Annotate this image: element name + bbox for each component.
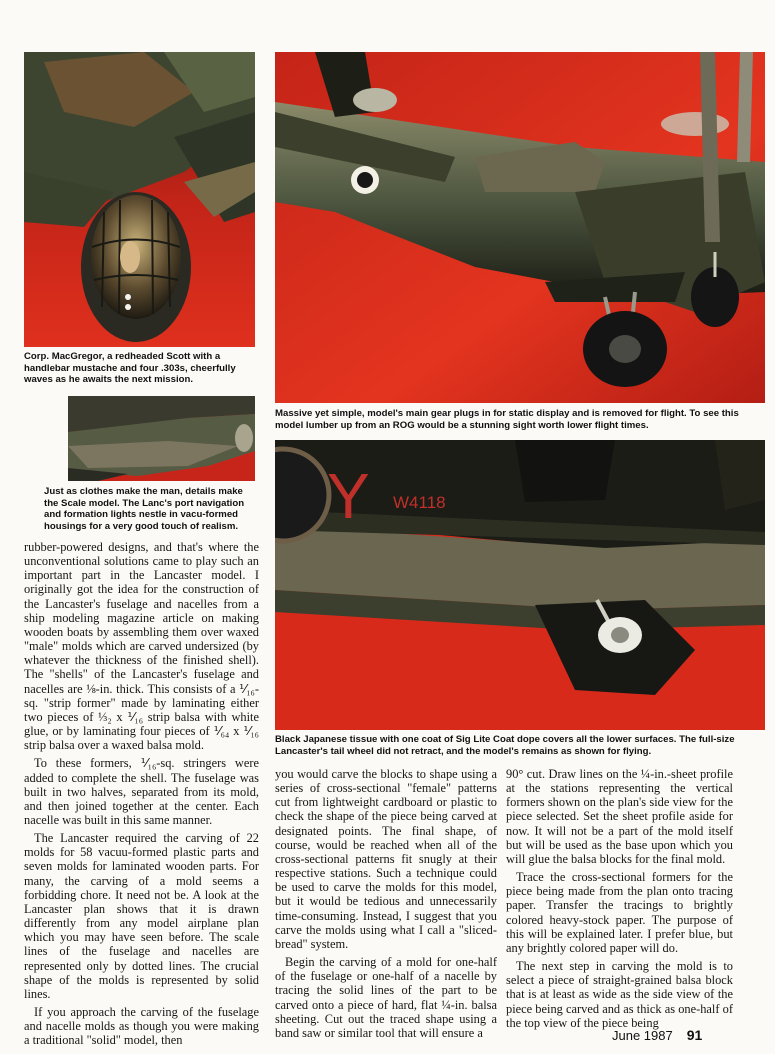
paragraph: Begin the carving of a mold for one-half of the fuselage or one-half of a nacelle by tracing the solid lines of the part to be carved onto a piece of hard, flat ¼-in. balsa sheeting. Cut out the traced shape using a band saw or similar tool that will ensure a	[275, 955, 497, 1040]
issue-date: June 1987	[612, 1028, 673, 1043]
column-2	[275, 767, 497, 1044]
paragraph: 90° cut. Draw lines on the ¼-in.-sheet profile at the stations representing the vertical formers shown on the plan's side view for the piece selected. Set the sheet profile aside for now. It will not be a part of the mold itself but will be used as the base upon which you will glue the balsa blocks for the final mold.	[506, 767, 733, 866]
photo-main-gear	[275, 52, 765, 403]
paragraph: To these formers, ⅟₁₆-sq. stringers were added to complete the shell. The fuselage was built in two halves, separated from its mold, and then joined together at the center. Each nacelle was built in this same manner.	[24, 756, 259, 827]
column-3	[506, 767, 733, 1034]
caption-main-gear: Massive yet simple, model's main gear plugs in for static display and is removed for flight. To see this model lumber up from an ROG would be a stunning sight worth lower flight times.	[275, 408, 739, 431]
page-footer	[612, 1027, 702, 1043]
paragraph: The Lancaster required the carving of 22 molds for 58 vacuu-formed plastic parts and seven molds for laminated wooden parts. For many, the carving of a mold seems a forbidding chore. It need not be. A look at the Lancaster plan shows that it is drawn differently from any model airplane plan which you may have seen before. The scale lines of the fuselage and nacelles are represented only by dotted lines. The crucial shape of the molds is represented by solid lines.	[24, 831, 259, 1001]
paragraph: The next step in carving the mold is to select a piece of straight-grained balsa block that is at least as wide as the side view of the piece being carved and as thick as one-half of the top view of the piece being	[506, 959, 733, 1030]
paragraph: you would carve the blocks to shape using a series of cross-sectional "female" patterns cut from lightweight cardboard or plastic to check the shape of the piece being carved at designated points. The final shape, of course, would be reached when all of the cross-sectional patterns fit snugly at their respective stations. Such a technique could be used to carve the molds for this model, but it would be tedious and unnecessarily time-consuming. Instead, I suggest that you carve the molds using what I call a "sliced-bread" system.	[275, 767, 497, 951]
paragraph: Trace the cross-sectional formers for the piece being made from the plan onto tracing paper. Transfer the tracings to brightly colored heavy-stock paper. The purpose of this will be explained later. I prefer blue, but any brightly colored paper will do.	[506, 870, 733, 955]
photo-nacelle	[68, 396, 255, 481]
caption-cockpit: Corp. MacGregor, a redheaded Scott with a handlebar mustache and four .303s, cheerfully waves as he awaits the next mission.	[24, 351, 236, 386]
caption-nacelle: Just as clothes make the man, details make the Scale model. The Lanc's port navigation and formation lights nestle in vacu-formed housings for a very good touch of realism.	[44, 486, 245, 532]
photo-tail-wheel	[275, 440, 765, 730]
photo-cockpit	[24, 52, 255, 347]
paragraph: rubber-powered designs, and that's where the unconventional solutions came to play such an important part in the Lancaster model. I originally got the idea for the construction of the Lancaster's fuselage and nacelles from a ship modeling magazine article on making wooden boats by assembling them over waxed "male" molds which are carved undersized (by whatever the thickness of the finished shell). The "shells" of the Lancaster's fuselage and nacelles are ⅛-in. thick. This consists of a ⅟₁₆-sq. "strip former" made by laminating either two pieces of ⅓₂ x ⅟₁₆ strip balsa with white glue, or by laminating four pieces of ⅟₆₄ x ⅟₁₆ strip balsa over a waxed balsa mold.	[24, 540, 259, 753]
caption-tail-wheel: Black Japanese tissue with one coat of Sig Lite Coat dope covers all the lower surfaces. The full-size Lancaster's tail wheel did not retract, and the model's remains as shown for flying.	[275, 734, 735, 757]
paragraph: If you approach the carving of the fuselage and nacelle molds as though you were making a traditional "solid" model, then	[24, 1005, 259, 1048]
page-number: 91	[686, 1027, 703, 1043]
squadron-code: Y	[327, 460, 370, 532]
serial-number: W4118	[393, 493, 446, 512]
column-1	[24, 540, 259, 1051]
